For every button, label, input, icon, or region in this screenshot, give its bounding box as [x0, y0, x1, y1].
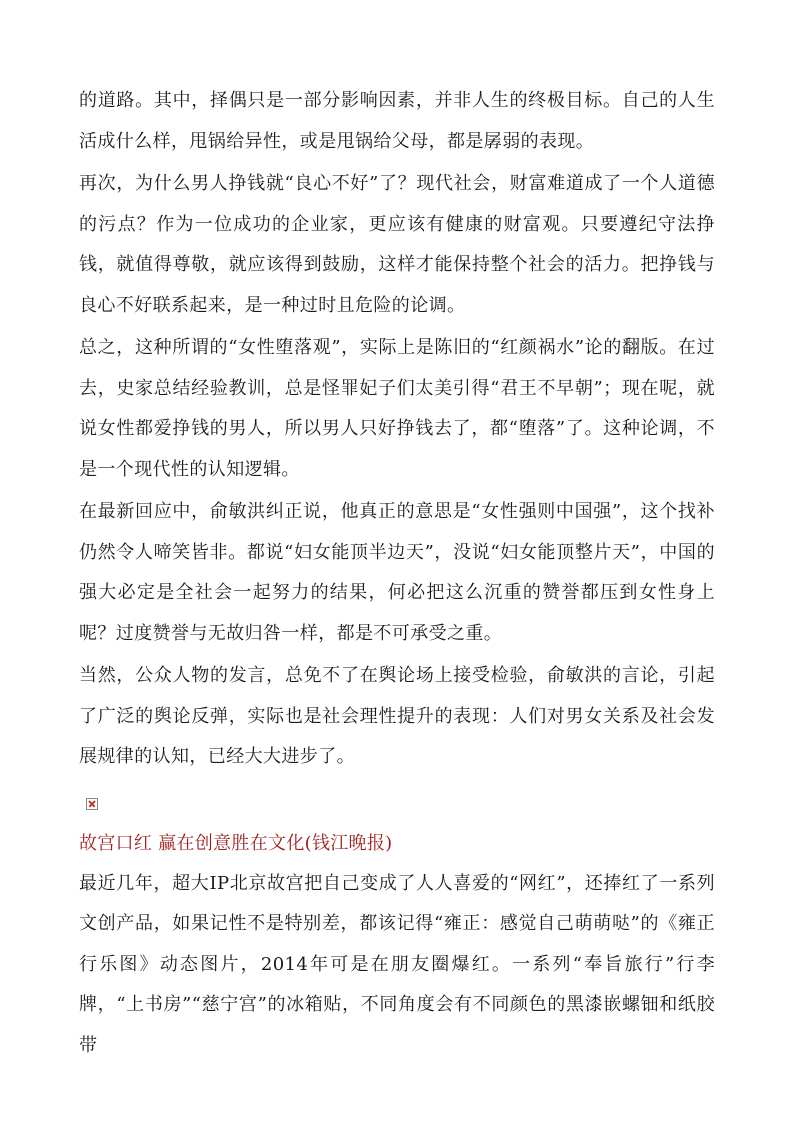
broken-image-icon — [86, 798, 98, 810]
paragraph-3: 总之，这种所谓的“女性堕落观”，实际上是陈旧的“红颜祸水”论的翻版。在过去，史家总结经验教训，总是怪罪妃子们太美引得“君王不早朝”；现在呢，就说女性都爱挣钱的男人，所以男人只好挣钱去了，都“堕落”了。这种论调，不是一个现代性的认知逻辑。 — [79, 337, 715, 480]
article-headline[interactable]: 故宫口红 赢在创意胜在文化(钱江晚报) — [79, 832, 393, 854]
article-paragraph: 最近几年，超大IP北京故宫把自己变成了人人喜爱的“网红”，还捧红了一系列文创产品，如果记性不是特别差，都该记得“雍正：感觉自己萌萌哒”的《雍正行乐图》动态图片，2014年可是在朋友圈爆红。一系列“奉旨旅行”行李牌，“上书房”“慈宁宫”的冰箱贴，不同角度会有不同颜色的黑漆嵌螺钿和纸胶带 — [79, 872, 715, 1056]
document-body — [79, 81, 715, 1068]
paragraph-2: 再次，为什么男人挣钱就“良心不好”了？现代社会，财富难道成了一个人道德的污点？作为一位成功的企业家，更应该有健康的财富观。只要遵纪守法挣钱，就值得尊敬，就应该得到鼓励，这样才能保持整个社会的活力。把挣钱与良心不好联系起来，是一种过时且危险的论调。 — [79, 173, 715, 316]
paragraph-1: 的道路。其中，择偶只是一部分影响因素，并非人生的终极目标。自己的人生活成什么样，甩锅给异性，或是甩锅给父母，都是孱弱的表现。 — [79, 90, 715, 152]
paragraph-4: 在最新回应中，俞敏洪纠正说，他真正的意思是“女性强则中国强”，这个找补仍然令人啼笑皆非。都说“妇女能顶半边天”，没说“妇女能顶整片天”，中国的强大必定是全社会一起努力的结果，何必把这么沉重的赞誉都压到女性身上呢？过度赞誉与无故归咎一样，都是不可承受之重。 — [79, 501, 715, 644]
paragraph-5: 当然，公众人物的发言，总免不了在舆论场上接受检验，俞敏洪的言论，引起了广泛的舆论反弹，实际也是社会理性提升的表现：人们对男女关系及社会发展规律的认知，已经大大进步了。 — [79, 665, 715, 767]
